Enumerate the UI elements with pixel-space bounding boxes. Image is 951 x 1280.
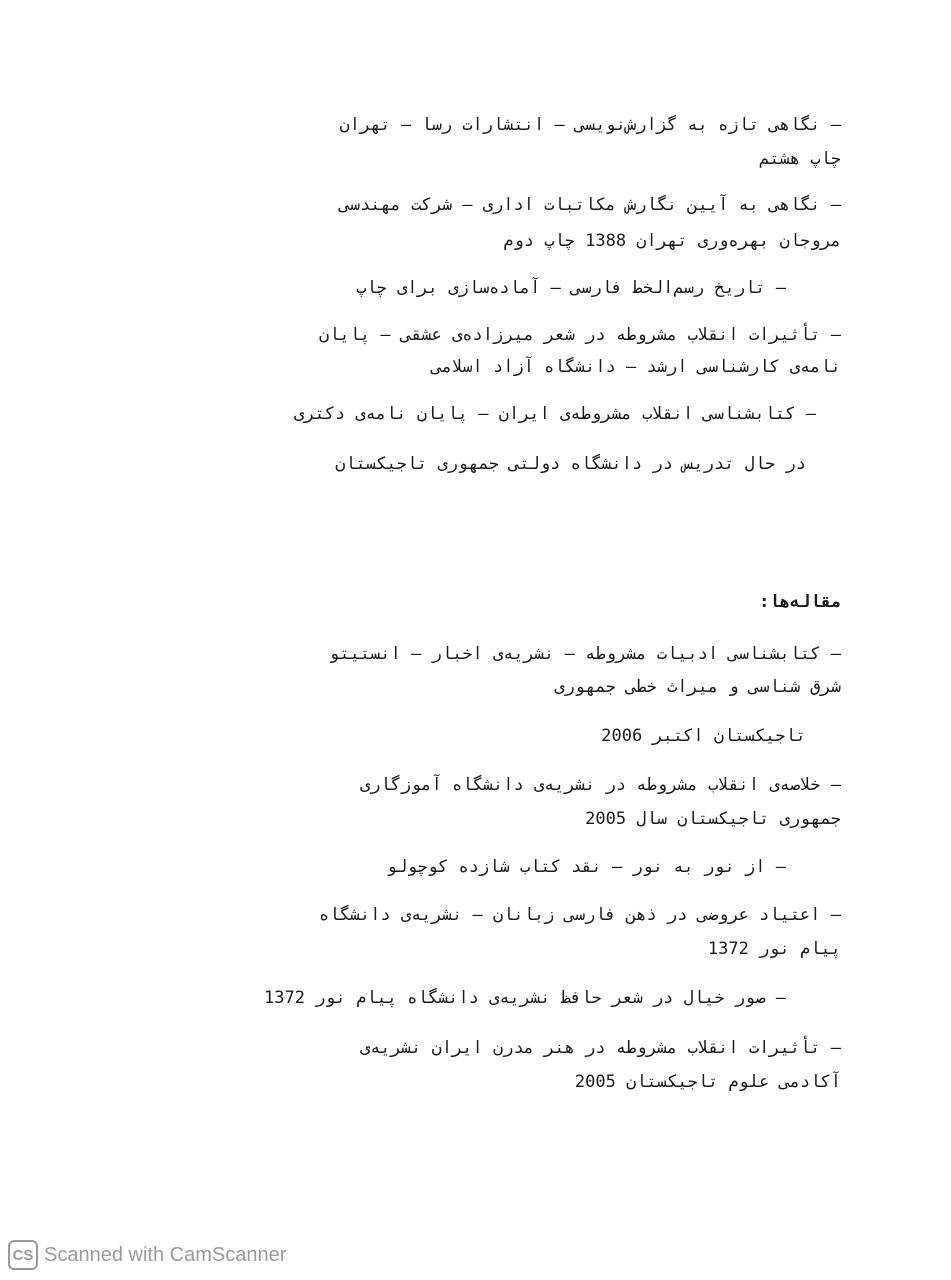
- article-line: – اعتیاد عروضی در ذهن فارسی زبانان – نشریه‌ی دانشگاه: [319, 905, 841, 925]
- article-line: جمهوری تاجیکستان سال 2005: [585, 809, 841, 829]
- camscanner-label: Scanned with CamScanner: [44, 1243, 287, 1266]
- book-line: مروجان بهره‌وری تهران 1388 چاپ دوم: [503, 231, 841, 251]
- article-line: – کتابشناسی ادبیات مشروطه – نشریه‌ی اخبار – انستیتو: [329, 644, 841, 664]
- camscanner-watermark: [8, 1238, 286, 1272]
- article-line: شرق شناسی و میراث خطی جمهوری: [554, 677, 841, 697]
- teaching-line: در حال تدریس در دانشگاه دولتی جمهوری تاجیکستان: [335, 454, 806, 474]
- article-line: – صور خیال در شعر حافظ نشریه‌ی دانشگاه پیام نور 1372: [264, 988, 786, 1008]
- book-line: – تأثیرات انقلاب مشروطه در شعر میرزاده‌ی عشقی – پایان: [319, 325, 841, 345]
- article-line: پیام نور 1372: [707, 939, 841, 959]
- article-line: – تأثیرات انقلاب مشروطه در هنر مدرن ایران نشریه‌ی: [359, 1038, 841, 1058]
- article-line: – از نور به نور – نقد کتاب شازده کوچولو: [386, 857, 786, 877]
- book-line: نامه‌ی کارشناسی ارشد – دانشگاه آزاد اسلامی: [431, 357, 841, 377]
- book-line: – نگاهی تازه به گزارش‌نویسی – انتشارات رسا – تهران: [339, 115, 841, 135]
- articles-heading: مقاله‌ها:: [759, 592, 841, 612]
- book-line: – نگاهی به آیین نگارش مکاتبات اداری – شرکت مهندسی: [339, 195, 841, 215]
- camscanner-logo-icon: CS: [8, 1240, 38, 1270]
- book-line: – تاریخ رسم‌الخط فارسی – آماده‌سازی برای چاپ: [356, 278, 786, 298]
- book-line: – کتابشناسی انقلاب مشروطه‌ی ایران – پایان نامه‌ی دکتری: [294, 404, 816, 424]
- book-line: چاپ هشتم: [759, 149, 841, 169]
- article-line: تاجیکستان اکتبر 2006: [601, 726, 806, 746]
- article-line: آکادمی علوم تاجیکستان 2005: [574, 1072, 841, 1092]
- article-line: – خلاصه‌ی انقلاب مشروطه در نشریه‌ی دانشگاه آموزگاری: [359, 775, 841, 795]
